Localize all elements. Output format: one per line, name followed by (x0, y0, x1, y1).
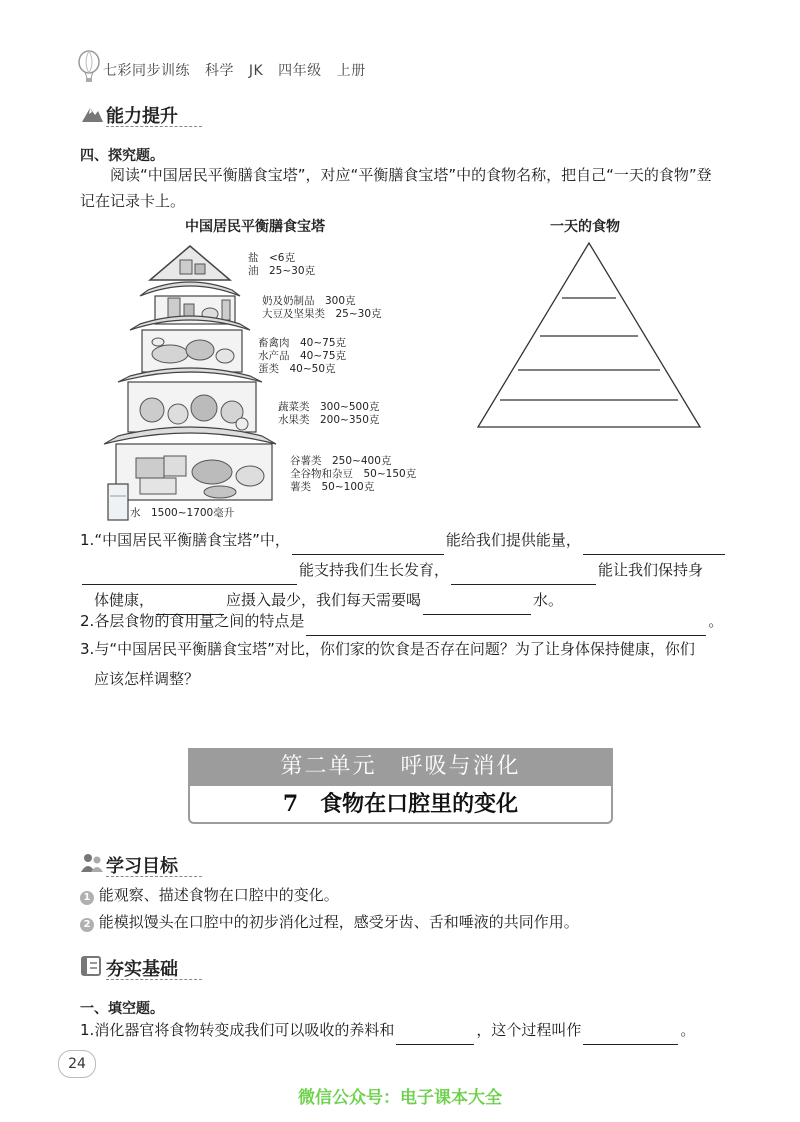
answer-blank-growth[interactable] (82, 566, 297, 585)
pagoda-level-3-line: 畜禽肉 40~75克 (258, 337, 347, 349)
part1-heading: 一、填空题。 (80, 1001, 164, 1017)
header-edition: JK (248, 63, 264, 79)
pagoda-label-water: 水 1500~1700毫升 (130, 507, 235, 519)
question-1-text-b: 能给我们提供能量， (445, 531, 581, 549)
pagoda-label-level-3 (258, 337, 346, 376)
question-2-text: 各层食物的食用量之间的特点是 (94, 612, 305, 630)
footer-watermark: 微信公众号：电子课本大全 (298, 1088, 502, 1108)
pagoda-level-4 (118, 368, 262, 432)
pagoda-level-5-line: 全谷物和杂豆 50~150克 (290, 468, 417, 480)
question-3-number: 3. (80, 640, 95, 658)
section-divider (106, 876, 202, 877)
pagoda-level-3-line: 水产品 40~75克 (258, 350, 347, 362)
header-bar (103, 60, 376, 80)
pagoda-level-5 (104, 427, 276, 500)
pagoda-level-2-line: 大豆及坚果类 25~30克 (262, 308, 382, 320)
fill-question-1 (80, 1015, 740, 1045)
notebook-icon (80, 955, 104, 977)
balloon-logo-icon (76, 50, 102, 84)
pagoda-title: 中国居民平衡膳食宝塔 (185, 219, 325, 235)
question-1-line2 (80, 555, 730, 585)
pagoda-level-5-line: 薯类 50~100克 (290, 481, 375, 493)
question-1-text-g: 水。 (533, 591, 564, 609)
answer-blank-energy[interactable] (292, 536, 444, 555)
pagoda-level-1-line: 油 25~30克 (248, 265, 316, 277)
pagoda-level-3-line: 蛋类 40~50克 (258, 363, 336, 375)
answer-blank-health[interactable] (451, 566, 596, 585)
question-1-text-e: 体健康， (94, 591, 155, 609)
goal-text: 能模拟馒头在口腔中的初步消化过程，感受牙齿、舌和唾液的共同作用。 (98, 913, 579, 931)
part4-heading: 四、探究题。 (80, 148, 164, 164)
answer-blank-waste[interactable] (396, 1026, 474, 1045)
question-2-end: 。 (708, 612, 724, 630)
goal-text: 能观察、描述食物在口腔中的变化。 (98, 886, 339, 904)
goal-item-2 (80, 907, 579, 937)
section-title-ability: 能力提升 (106, 106, 178, 127)
header-subject: 科学 (204, 63, 234, 79)
pagoda-level-2-line: 奶及奶制品 300克 (262, 295, 356, 307)
water-glass (108, 484, 128, 520)
question-1-text-f: 应摄入最少，我们每天需要喝 (226, 591, 422, 609)
part4-intro-line2: 记在记录卡上。 (80, 192, 186, 210)
header-grade: 四年级 (278, 63, 322, 79)
question-3-line2: 应该怎样调整？ (94, 670, 200, 688)
pagoda-level-1-line: 盐 <6克 (248, 252, 295, 264)
answer-blank-digestion[interactable] (583, 1026, 678, 1045)
goal-item-1 (80, 880, 339, 910)
question-1-line1 (80, 525, 730, 555)
header-series: 七彩同步训练 (103, 63, 190, 79)
pagoda-level-4-line: 水果类 200~350克 (278, 414, 380, 426)
pagoda-label-level-1 (248, 252, 315, 278)
fill-question-1-text-a: 消化器官将食物转变成我们可以吸收的养料和 (94, 1021, 395, 1039)
pagoda-label-level-2 (262, 295, 382, 321)
question-2-number: 2. (80, 612, 95, 630)
fill-question-1-number: 1. (80, 1021, 95, 1039)
question-1-text-c: 能支持我们生长发育， (299, 561, 450, 579)
section-divider (106, 126, 202, 127)
question-1 (80, 525, 730, 615)
day-food-title: 一天的食物 (550, 219, 620, 235)
pagoda-label-level-4 (278, 401, 379, 427)
part4-intro-line1: 阅读“中国居民平衡膳食宝塔”，对应“平衡膳食宝塔”中的食物名称，把自己“一天的食物”登 (110, 166, 712, 184)
question-1-text-a: “中国居民平衡膳食宝塔”中， (94, 531, 290, 549)
question-3 (80, 634, 740, 694)
pagoda-label-level-5 (290, 455, 416, 494)
question-3-line1: 与“中国居民平衡膳食宝塔”对比，你们家的饮食是否存在问题？为了让身体保持健康，你们 (94, 640, 695, 658)
lesson-title: 7 食物在口腔里的变化 (188, 786, 613, 824)
day-food-pyramid[interactable] (474, 240, 704, 430)
section-divider (106, 979, 202, 980)
section-title-goals: 学习目标 (106, 856, 178, 877)
goal-number-badge: 1 (80, 891, 94, 905)
page-number: 24 (58, 1050, 96, 1078)
pagoda-level-4-line: 蔬菜类 300~500克 (278, 401, 380, 413)
question-1-text-d: 能让我们保持身 (598, 561, 704, 579)
mountain-icon (80, 102, 104, 124)
fill-question-1-end: 。 (680, 1021, 696, 1039)
unit-title: 第二单元 呼吸与消化 (188, 748, 613, 786)
header-volume: 上册 (336, 63, 366, 79)
fill-question-1-text-b: ，这个过程叫作 (476, 1021, 582, 1039)
goal-number-badge: 2 (80, 918, 94, 932)
answer-blank-energy-2[interactable] (583, 536, 725, 555)
section-title-basics: 夯实基础 (106, 959, 178, 980)
pagoda-illustration (100, 238, 290, 528)
question-1-number: 1. (80, 531, 95, 549)
pagoda-level-1 (150, 246, 230, 280)
question-2 (80, 606, 740, 636)
students-icon (80, 852, 104, 874)
pagoda-level-5-line: 谷薯类 250~400克 (290, 455, 392, 467)
